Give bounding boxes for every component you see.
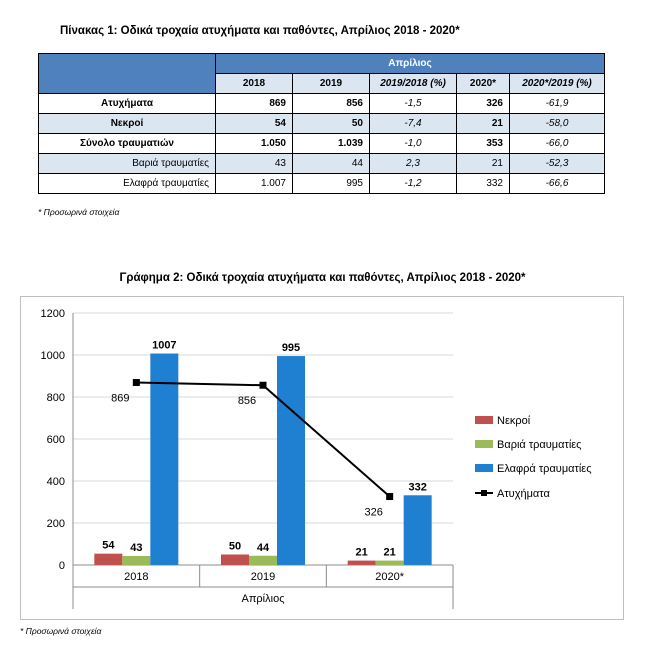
table-cell: 332 [457,174,510,194]
table-cell: -66,0 [510,134,605,154]
row-label: Βαριά τραυματίες [39,154,216,174]
table-cell: -1,5 [370,94,457,114]
legend-swatch-marker [481,490,487,496]
table-cell: -61,9 [510,94,605,114]
line-marker [386,493,393,500]
legend-label: Βαριά τραυματίες [497,439,582,451]
column-header: 2020* [457,74,510,94]
bar-2 [376,561,404,565]
bar-3 [277,356,305,565]
legend-swatch [475,464,493,472]
table-cell: -7,4 [370,114,457,134]
row-label: Νεκροί [39,114,216,134]
bar-data-label: 44 [256,541,270,554]
legend-label: Ελαφρά τραυματίες [497,463,592,475]
x-tick-label: 2020* [375,571,405,583]
table-cell: -1,2 [370,174,457,194]
bar-data-label: 43 [130,541,143,554]
x-tick-label: 2018 [124,571,149,583]
x-tick-label: 2019 [250,571,276,583]
bar-data-label: 332 [408,481,427,494]
y-tick-label: 1000 [40,350,65,362]
bar-data-label: 21 [383,546,396,559]
bar-1 [348,561,376,565]
table-cell: 50 [293,114,370,134]
chart-svg [21,297,623,619]
table-cell: 995 [293,174,370,194]
table-row [39,154,605,174]
y-tick-label: 600 [46,434,65,446]
table-cell: 1.007 [216,174,293,194]
y-tick-label: 0 [58,560,65,572]
legend-label: Νεκροί [497,415,531,427]
y-tick-label: 200 [46,518,65,530]
table-cell: -52,3 [510,154,605,174]
y-tick-label: 800 [46,392,65,404]
table-cell: 326 [457,94,510,114]
table-row [39,114,605,134]
bar-data-label: 50 [228,540,242,553]
line-data-label: 869 [111,392,130,405]
table-cell: 21 [457,114,510,134]
table-cell: -58,0 [510,114,605,134]
table-corner [39,54,216,94]
bar-1 [221,555,249,566]
y-tick-label: 400 [46,476,65,488]
row-label: Σύνολο τραυματιών [39,134,216,154]
table-row [39,174,605,194]
table-cell: 21 [457,154,510,174]
line-marker [133,379,140,386]
column-header: 2020*/2019 (%) [510,74,605,94]
column-header: 2019 [293,74,370,94]
column-header: 2018 [216,74,293,94]
table-cell: 54 [216,114,293,134]
table-cell: -66,6 [510,174,605,194]
legend-swatch [475,440,493,448]
table-group-header: Απρίλιος [216,54,605,74]
legend-label: Ατυχήματα [497,488,550,500]
table-title: Πίνακας 1: Οδικά τροχαία ατυχήματα και παθόντες, Απρίλιος 2018 - 2020* [60,25,460,37]
legend-swatch [475,416,493,424]
bar-data-label: 1007 [152,339,177,352]
table-cell: 869 [216,94,293,114]
chart-footnote: * Προσωρινά στοιχεία [20,626,102,636]
bar-2 [122,556,150,565]
line-data-label: 326 [364,506,383,519]
chart-area [20,296,624,620]
bar-data-label: 21 [355,546,368,559]
bar-3 [404,495,432,565]
table-footnote: * Προσωρινά στοιχεία [38,207,120,217]
line-marker [260,382,267,389]
bar-3 [150,354,178,565]
table-cell: 1.050 [216,134,293,154]
line-data-label: 856 [237,395,257,408]
table-cell: 44 [293,154,370,174]
table-cell: 353 [457,134,510,154]
table-row [39,134,605,154]
table-cell: -1,0 [370,134,457,154]
y-tick-label: 1200 [40,308,65,320]
table-cell: 2,3 [370,154,457,174]
table-cell: 1.039 [293,134,370,154]
table-row [39,94,605,114]
row-label: Ελαφρά τραυματίες [39,174,216,194]
table-cell: 856 [293,94,370,114]
chart-title: Γράφημα 2: Οδικά τροχαία ατυχήματα και παθόντες, Απρίλιος 2018 - 2020* [119,272,526,284]
bar-data-label: 54 [102,539,115,552]
bar-data-label: 995 [281,342,301,355]
table-cell: 43 [216,154,293,174]
column-header: 2019/2018 (%) [370,74,457,94]
data-table [38,53,605,194]
row-label: Ατυχήματα [39,94,216,114]
bar-2 [249,556,277,565]
x-axis-title: Απρίλιος [241,593,285,605]
bar-1 [94,554,122,565]
